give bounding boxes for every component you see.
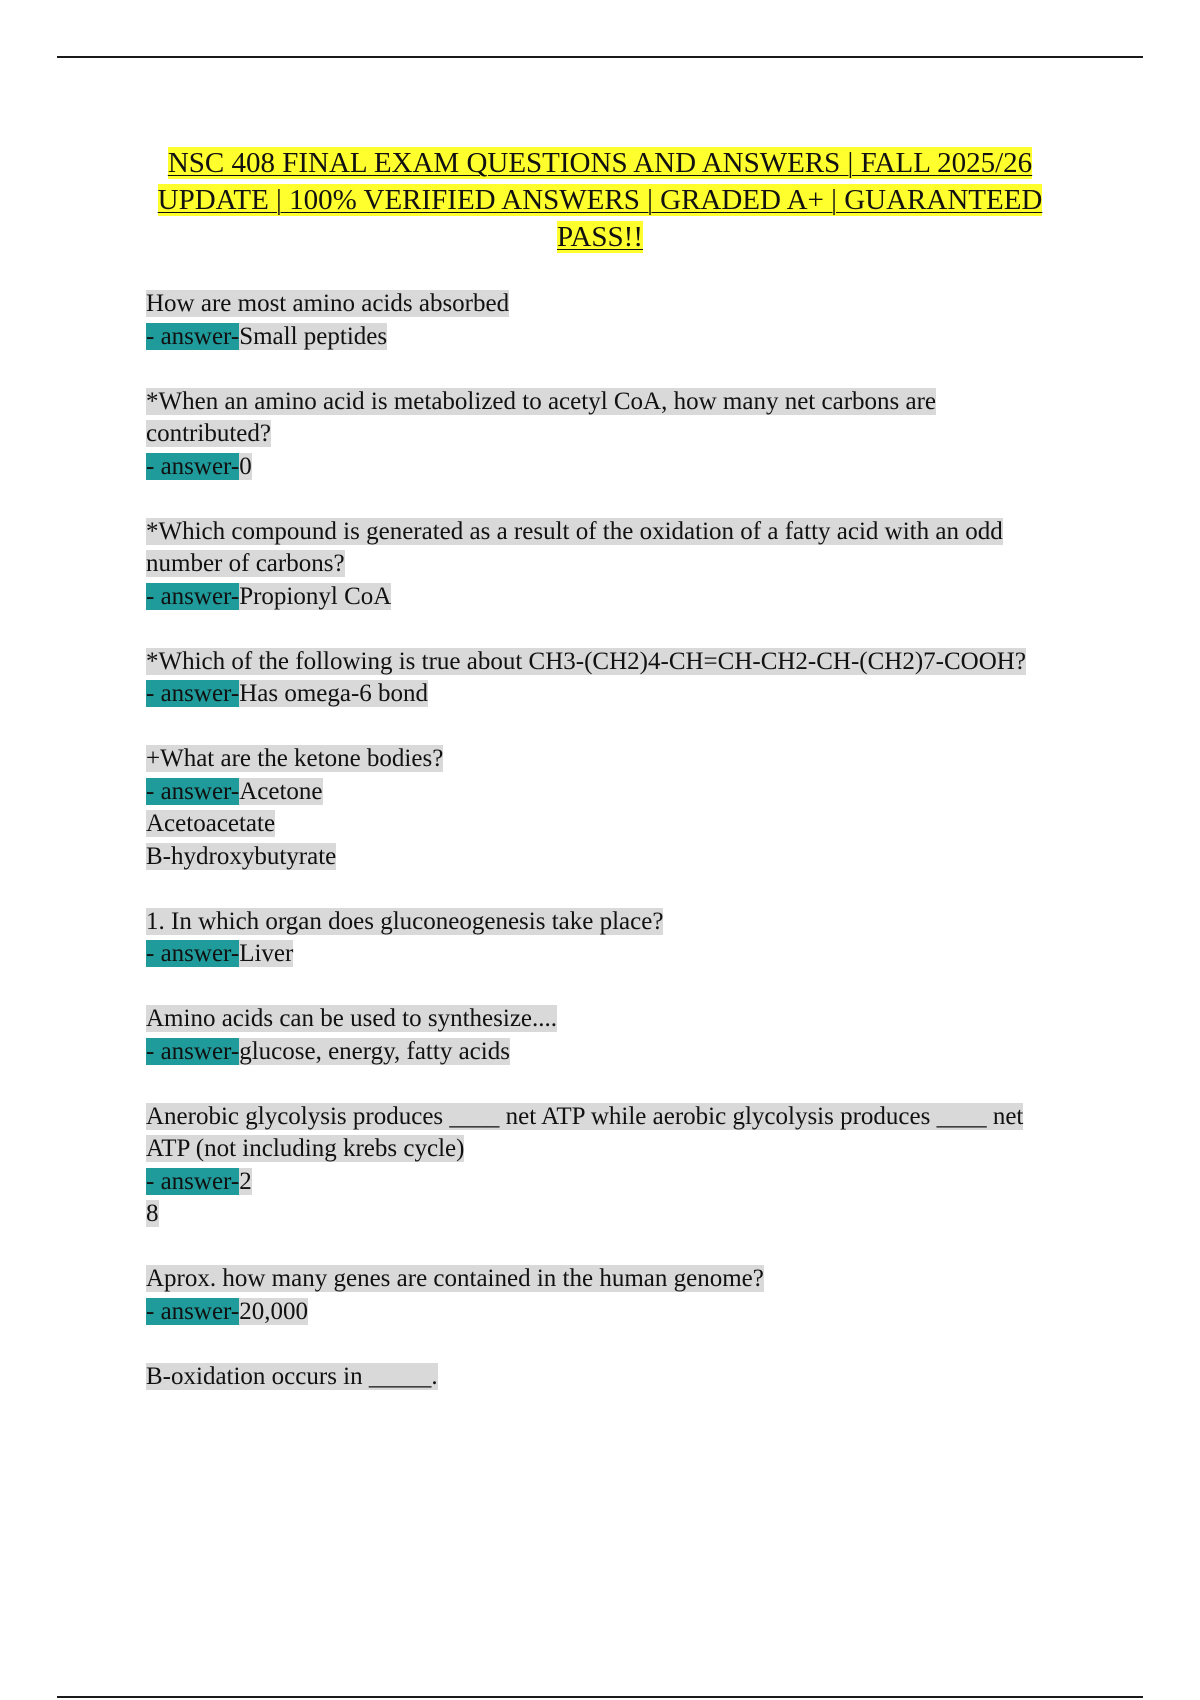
question-text: Anerobic glycolysis produces ____ net ATP while aerobic glycolysis produces ____ net ATP (not including krebs cycle)	[146, 1102, 1024, 1162]
answer-marker: - answer-	[146, 452, 240, 480]
question-text: B-oxidation occurs in _____.	[146, 1362, 438, 1390]
answer-text: Liver	[239, 940, 294, 967]
answer-extra-line: Acetoacetate	[146, 810, 276, 837]
question-text: Amino acids can be used to synthesize....	[146, 1005, 558, 1032]
qa-item	[146, 1003, 1066, 1068]
answer-text: 0	[239, 452, 252, 480]
answer-text: Has omega-6 bond	[239, 680, 429, 707]
document-title	[150, 145, 1050, 256]
qa-item	[146, 1101, 1066, 1231]
qa-item	[146, 288, 1066, 353]
qa-item	[146, 516, 1066, 614]
question-text: *Which of the following is true about CH3-(CH2)4-CH=CH-CH2-CH-(CH2)7-COOH?	[146, 647, 1026, 675]
question-text: *Which compound is generated as a result of the oxidation of a fatty acid with an odd number of carbons?	[146, 517, 1003, 577]
question-text: +What are the ketone bodies?	[146, 745, 444, 772]
answer-text: Small peptides	[239, 322, 388, 350]
answer-text: 20,000	[239, 1297, 308, 1325]
question-text: How are most amino acids absorbed	[146, 290, 510, 317]
qa-item	[146, 1361, 1066, 1394]
answer-marker: - answer-	[146, 940, 240, 967]
answer-marker: - answer-	[146, 1037, 240, 1065]
top-rule	[57, 56, 1143, 58]
question-text: Aprox. how many genes are contained in the human genome?	[146, 1265, 764, 1292]
qa-item	[146, 1263, 1066, 1328]
qa-item	[146, 646, 1066, 711]
qa-item	[146, 386, 1066, 484]
answer-extra-line: B-hydroxybutyrate	[146, 842, 337, 870]
answer-text: 2	[239, 1167, 252, 1195]
answer-marker: - answer-	[146, 1297, 240, 1325]
answer-extra-line: 8	[146, 1200, 159, 1227]
answer-marker: - answer-	[146, 582, 240, 610]
answer-text: Propionyl CoA	[239, 582, 392, 610]
answer-marker: - answer-	[146, 322, 240, 350]
document-title-text: NSC 408 FINAL EXAM QUESTIONS AND ANSWERS | FALL 2025/26 UPDATE | 100% VERIFIED ANSWERS | GRADED A+ | GUARANTEED PASS!!	[157, 147, 1043, 253]
answer-marker: - answer-	[146, 680, 240, 707]
qa-item	[146, 743, 1066, 873]
bottom-rule	[57, 1696, 1143, 1698]
answer-marker: - answer-	[146, 777, 240, 805]
answer-text: glucose, energy, fatty acids	[239, 1037, 510, 1065]
answer-text: Acetone	[239, 777, 323, 805]
qa-list	[146, 288, 1066, 1426]
answer-marker: - answer-	[146, 1167, 240, 1195]
qa-item	[146, 906, 1066, 971]
question-text: 1. In which organ does gluconeogenesis take place?	[146, 907, 664, 935]
question-text: *When an amino acid is metabolized to acetyl CoA, how many net carbons are contributed?	[146, 387, 937, 447]
